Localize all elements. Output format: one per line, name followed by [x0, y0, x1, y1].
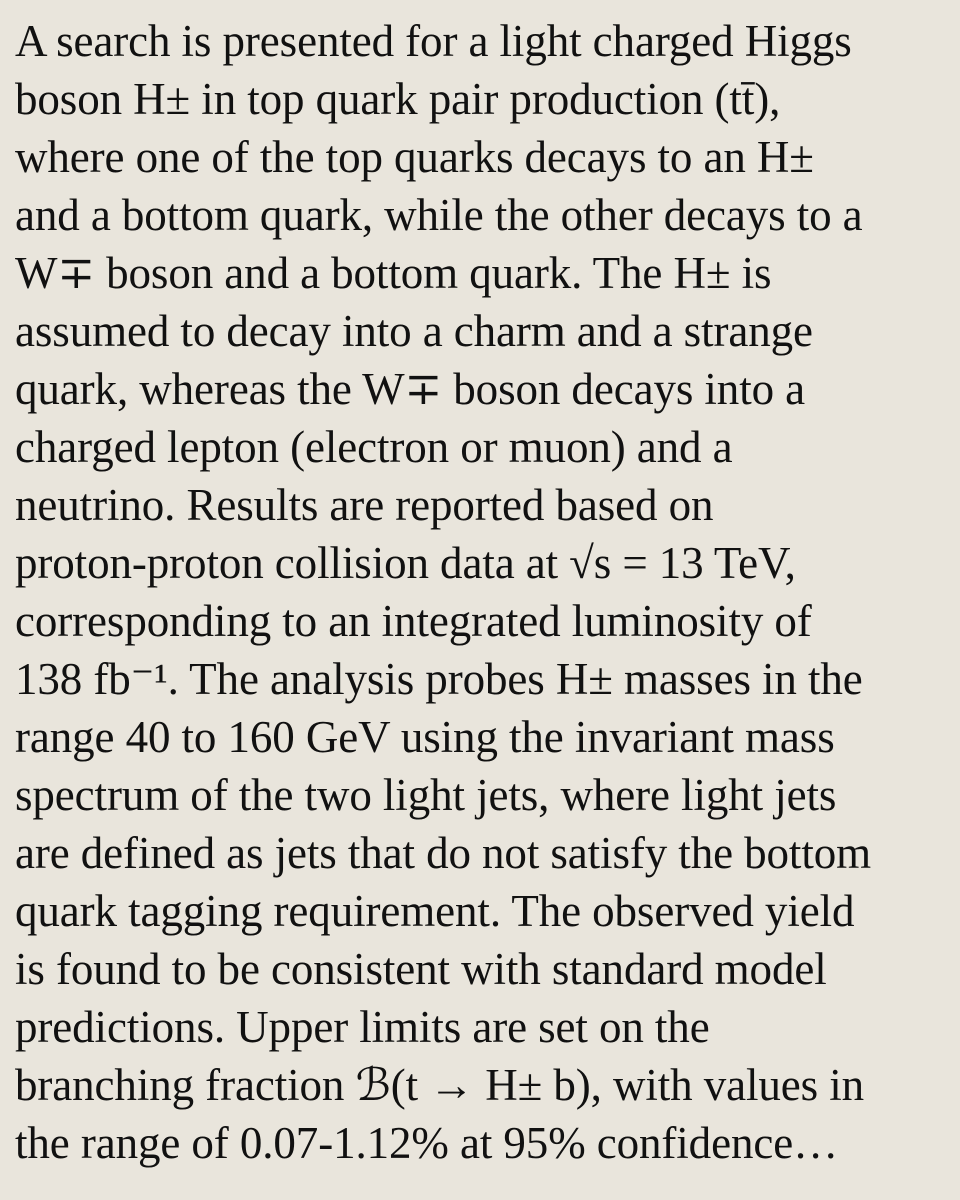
abstract-line: quark tagging requirement. The observed yield: [15, 886, 855, 936]
abstract-line: assumed to decay into a charm and a strange: [15, 306, 813, 356]
abstract-line: spectrum of the two light jets, where light jets: [15, 770, 837, 820]
abstract-line: A search is presented for a light charged Higgs: [15, 16, 852, 66]
abstract-line: are defined as jets that do not satisfy the bottom: [15, 828, 872, 878]
abstract-line: corresponding to an integrated luminosity of: [15, 596, 812, 646]
abstract-line: predictions. Upper limits are set on the: [15, 1002, 710, 1052]
abstract-line: where one of the top quarks decays to an H±: [15, 132, 814, 182]
abstract-line: and a bottom quark, while the other decays to a: [15, 190, 863, 240]
abstract-line: proton-proton collision data at √s = 13 TeV,: [15, 538, 796, 588]
abstract-line: 138 fb⁻¹. The analysis probes H± masses in the: [15, 654, 863, 704]
abstract-line: neutrino. Results are reported based on: [15, 480, 714, 530]
abstract-line: charged lepton (electron or muon) and a: [15, 422, 733, 472]
abstract-line: quark, whereas the W∓ boson decays into a: [15, 364, 806, 414]
abstract-line: the range of 0.07-1.12% at 95% confidence…: [15, 1118, 839, 1168]
abstract-text: [15, 12, 946, 1172]
abstract-line: W∓ boson and a bottom quark. The H± is: [15, 248, 772, 298]
abstract-line: branching fraction ℬ(t → H± b), with values in: [15, 1060, 865, 1110]
abstract-line: range 40 to 160 GeV using the invariant mass: [15, 712, 835, 762]
abstract-line: boson H± in top quark pair production (tt̄),: [15, 74, 781, 124]
abstract-line: is found to be consistent with standard model: [15, 944, 827, 994]
